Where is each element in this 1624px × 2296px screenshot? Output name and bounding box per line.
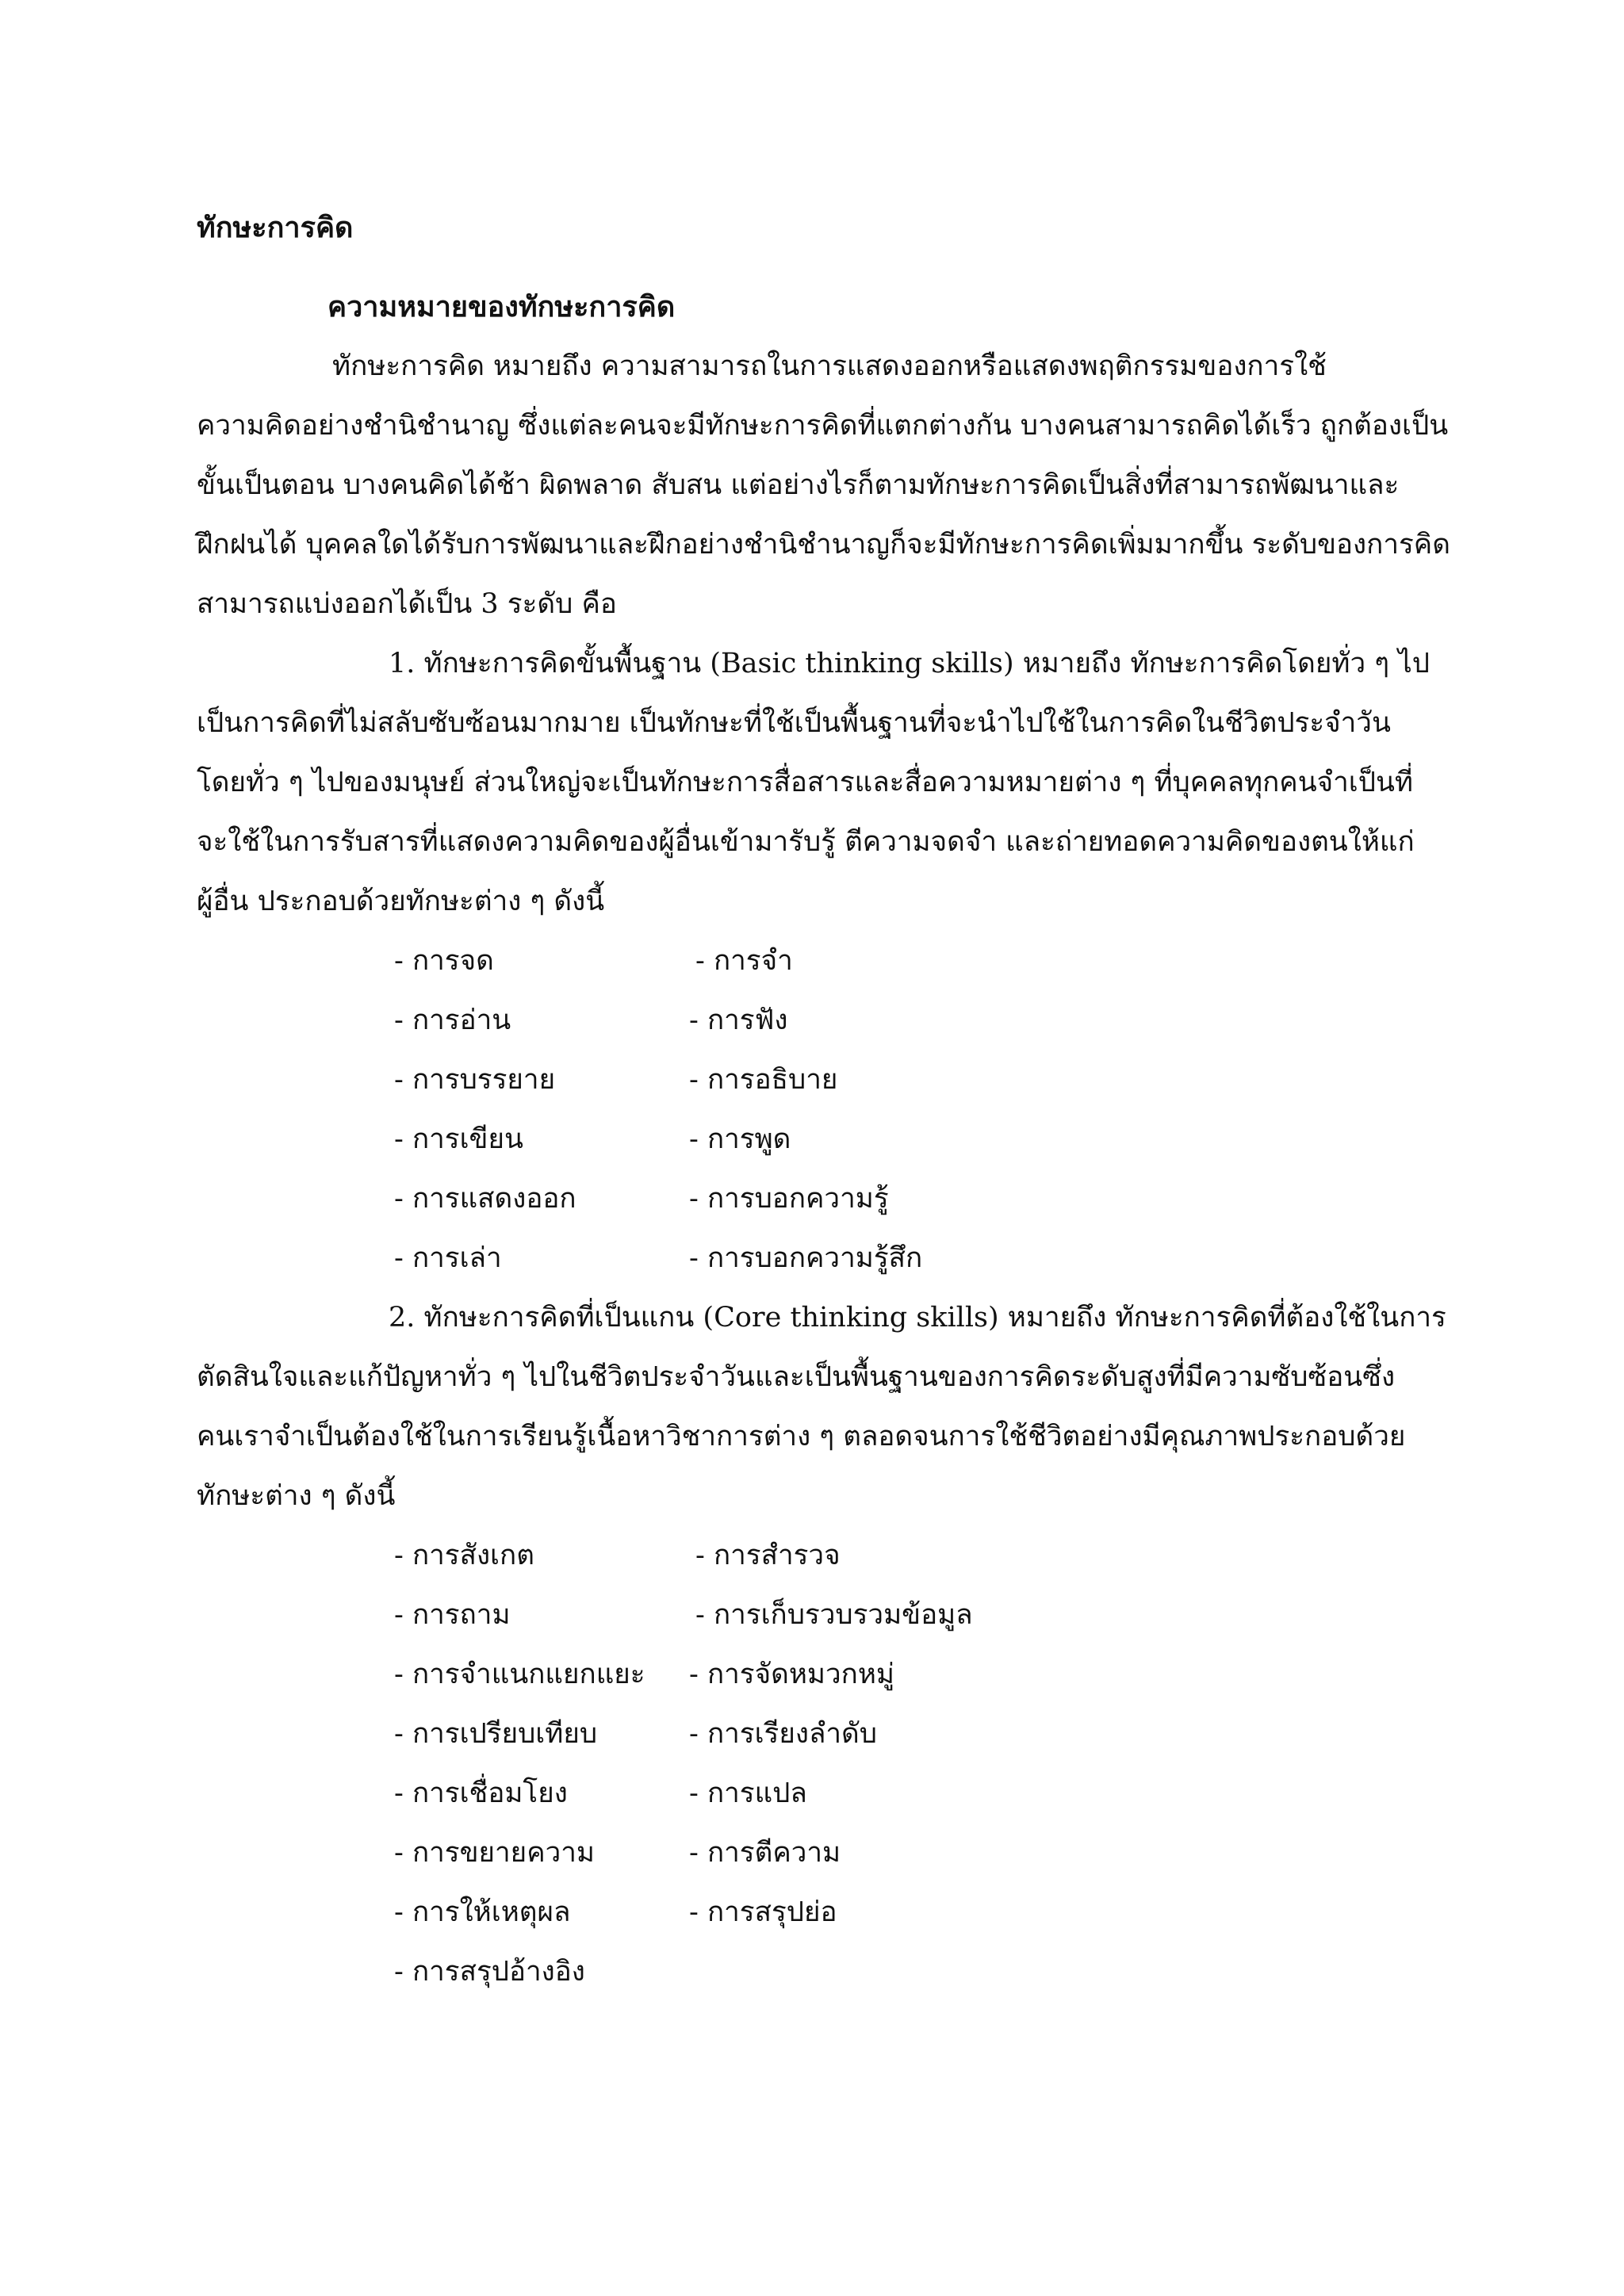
skill-item: - การเชื่อมโยง (394, 1777, 568, 1809)
document-heading: ทักษะการคิด (197, 211, 354, 244)
list-item (394, 1833, 1108, 1873)
skill-item: - การตีความ (689, 1837, 841, 1869)
list-item (394, 1179, 1108, 1219)
section1-line: จะใช้ในการรับสารที่แสดงความคิดของผู้อื่นเข้ามารับรู้ ตีความจดจำ และถ่ายทอดความคิดของตนให้แก่ (197, 826, 1415, 858)
skill-item: - การแปล (689, 1777, 807, 1809)
intro-line: ฝึกฝนได้ บุคคลใดได้รับการพัฒนาและฝึกอย่างชำนิชำนาญก็จะมีทักษะการคิดเพิ่มมากขึ้น ระดับของการคิด (197, 529, 1450, 561)
list-item (394, 1774, 1108, 1813)
skill-item: - การเรียงลำดับ (689, 1718, 878, 1750)
skill-item: - การจด (394, 945, 494, 977)
list-item (394, 1595, 1108, 1635)
skill-item: - การสรุปย่อ (689, 1896, 837, 1928)
section2-line: คนเราจำเป็นต้องใช้ในการเรียนรู้เนื้อหาวิชาการต่าง ๆ ตลอดจนการใช้ชีวิตอย่างมีคุณภาพประกอบด้วย (197, 1421, 1406, 1452)
skill-item: - การเปรียบเทียบ (394, 1718, 598, 1750)
skill-item: - การขยายความ (394, 1837, 595, 1869)
list-item (394, 1952, 1108, 1992)
list-item (394, 1536, 1108, 1575)
skill-item: - การแสดงออก (394, 1183, 576, 1215)
skill-item: - การจำแนกแยกแยะ (394, 1659, 645, 1690)
skill-item: - การบอกความรู้ (689, 1183, 889, 1215)
skill-item: - การพูด (689, 1123, 791, 1155)
skill-item: - การเล่า (394, 1242, 502, 1274)
intro-line: ขั้นเป็นตอน บางคนคิดได้ช้า ผิดพลาด สับสน แต่อย่างไรก็ตามทักษะการคิดเป็นสิ่งที่สามารถพัฒนาและ (197, 469, 1400, 501)
section1-line: เป็นการคิดที่ไม่สลับซับซ้อนมากมาย เป็นทักษะที่ใช้เป็นพื้นฐานที่จะนำไปใช้ในการคิดในชีวิตประจำวัน (197, 707, 1391, 739)
intro-line: ความคิดอย่างชำนิชำนาญ ซึ่งแต่ละคนจะมีทักษะการคิดที่แตกต่างกัน บางคนสามารถคิดได้เร็ว ถูกต้องเป็น (197, 410, 1449, 442)
skill-item: - การอธิบาย (689, 1064, 838, 1096)
skill-item: - การฟัง (689, 1004, 788, 1036)
skill-item: - การอ่าน (394, 1004, 511, 1036)
list-item (394, 1001, 1108, 1040)
list-item (394, 1892, 1108, 1932)
skill-item: - การให้เหตุผล (394, 1896, 571, 1928)
list-item (394, 941, 1108, 981)
skill-item: - การบรรยาย (394, 1064, 556, 1096)
intro-line: ทักษะการคิด หมายถึง ความสามารถในการแสดงออกหรือแสดงพฤติกรรมของการใช้ (332, 350, 1327, 382)
section-subheading: ความหมายของทักษะการคิด (327, 290, 676, 323)
list-item (394, 1238, 1108, 1278)
intro-line: สามารถแบ่งออกได้เป็น 3 ระดับ คือ (197, 588, 617, 620)
section1-line: ผู้อื่น ประกอบด้วยทักษะต่าง ๆ ดังนี้ (197, 886, 605, 917)
section2-line: ตัดสินใจและแก้ปัญหาทั่ว ๆ ไปในชีวิตประจำวันและเป็นพื้นฐานของการคิดระดับสูงที่มีความซับซ้อนซึ่ง (197, 1361, 1396, 1393)
skill-item: - การบอกความรู้สึก (689, 1242, 923, 1274)
section2-line: 2. ทักษะการคิดที่เป็นแกน (Core thinking skills) หมายถึง ทักษะการคิดที่ต้องใช้ในการ (389, 1302, 1446, 1334)
section1-line: โดยทั่ว ๆ ไปของมนุษย์ ส่วนใหญ่จะเป็นทักษะการสื่อสารและสื่อความหมายต่าง ๆ ที่บุคคลทุกคนจำเป็นที่ (197, 767, 1413, 798)
skill-item: - การจัดหมวกหมู่ (689, 1659, 894, 1690)
skill-item: - การเขียน (394, 1123, 523, 1155)
skill-item: - การสรุปอ้างอิง (394, 1956, 585, 1988)
skill-item: - การถาม (394, 1599, 511, 1631)
section2-line: ทักษะต่าง ๆ ดังนี้ (197, 1480, 396, 1512)
list-item (394, 1119, 1108, 1159)
skill-item: - การเก็บรวบรวมข้อมูล (695, 1599, 973, 1631)
skill-item: - การจำ (695, 945, 793, 977)
list-item (394, 1060, 1108, 1100)
skill-item: - การสังเกต (394, 1540, 534, 1571)
list-item (394, 1714, 1108, 1754)
skill-item: - การสำรวจ (695, 1540, 841, 1571)
section1-line: 1. ทักษะการคิดขั้นพื้นฐาน (Basic thinking skills) หมายถึง ทักษะการคิดโดยทั่ว ๆ ไป (389, 648, 1430, 679)
list-item (394, 1655, 1108, 1694)
